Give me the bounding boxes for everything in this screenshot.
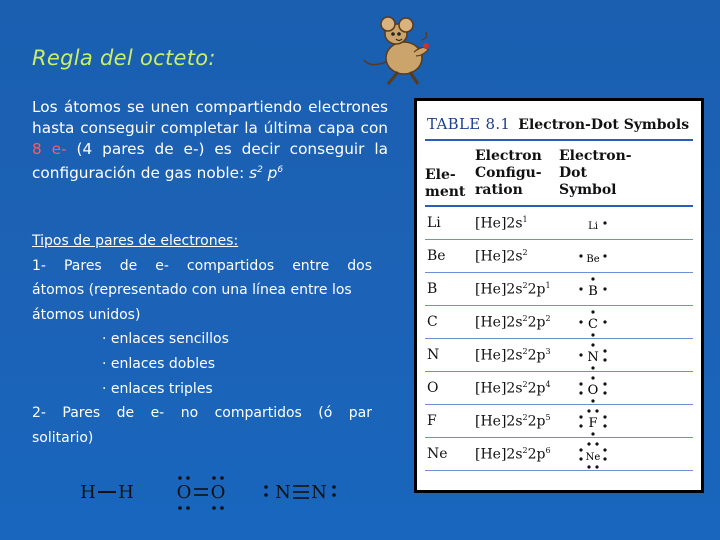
electron-dot <box>603 221 606 224</box>
lone-pair-dot <box>264 485 268 489</box>
pairs-item-2: 2- Pares de e- no compartidos (ó par <box>32 405 372 422</box>
electron-dot <box>603 320 606 323</box>
row-configuration: $[He]2s^22p^4$ <box>475 380 551 397</box>
table-row <box>425 374 693 405</box>
electron-dot <box>603 457 606 460</box>
electron-dot <box>603 391 606 394</box>
row-electron-dot-symbol <box>573 209 613 239</box>
table-row <box>425 440 693 471</box>
header-element: Ele- ment <box>425 167 466 200</box>
dot-symbol-letter: Li <box>588 221 598 232</box>
row-electron-dot-symbol <box>573 341 613 371</box>
dot-symbol-letter: B <box>588 284 598 299</box>
table-row <box>425 242 693 273</box>
electron-dot <box>591 399 594 402</box>
electron-dot <box>579 320 582 323</box>
row-configuration: $[He]2s^22p^2$ <box>475 314 551 331</box>
electron-dot <box>587 409 590 412</box>
table-row <box>425 407 693 438</box>
row-element: B <box>427 281 438 297</box>
electron-dot <box>579 287 582 290</box>
table-header-rule <box>425 205 693 207</box>
electron-pair-types <box>32 229 372 450</box>
noble-gas-formula: $s^2$ $p^6$ <box>249 164 284 183</box>
bond-bullet-triple: · enlaces triples <box>102 380 213 397</box>
row-configuration: $[He]2s^22p^1$ <box>475 281 551 298</box>
row-element: C <box>427 314 438 330</box>
bond-examples <box>76 474 356 514</box>
lone-pair-dot <box>332 493 336 497</box>
row-configuration: $[He]2s^1$ <box>475 215 528 232</box>
row-electron-dot-symbol <box>573 407 613 437</box>
intro-part2: (4 pares de e-) es decir conseguir la configuración de gas noble: <box>32 140 388 183</box>
electron-dot <box>591 376 594 379</box>
electron-dot <box>591 277 594 280</box>
electron-dot-table-image <box>414 98 704 493</box>
dot-symbol-letter: F <box>588 416 598 431</box>
row-electron-dot-symbol <box>573 242 613 272</box>
lone-pair-dot <box>178 506 182 510</box>
lone-pair-dot <box>178 476 182 480</box>
atom-h-right: H <box>118 482 134 503</box>
electron-dot <box>579 448 582 451</box>
header-config: Electron Configu- ration <box>475 148 542 198</box>
electron-dot <box>603 424 606 427</box>
electron-dot <box>603 415 606 418</box>
row-element: Li <box>427 215 441 231</box>
row-element: Ne <box>427 446 448 462</box>
table-row <box>425 275 693 306</box>
electron-dot <box>579 391 582 394</box>
electron-dot <box>591 333 594 336</box>
row-configuration: $[He]2s^22p^3$ <box>475 347 551 364</box>
table-label: TABLE 8.1 <box>427 115 511 133</box>
electron-dot <box>579 382 582 385</box>
table-title <box>427 115 689 133</box>
row-electron-dot-symbol <box>573 308 613 338</box>
atom-h-left: H <box>80 482 96 503</box>
atom-n-left: N <box>275 482 291 503</box>
row-configuration: $[He]2s^22p^5$ <box>475 413 551 430</box>
lone-pair-dot <box>212 476 216 480</box>
header-symbol: Electron- Dot Symbol <box>559 148 632 198</box>
electron-dot <box>579 254 582 257</box>
atom-o-left: O <box>176 482 192 503</box>
electron-dot <box>587 442 590 445</box>
electron-dot <box>595 442 598 445</box>
slide-title: Regla del octeto: <box>32 46 216 70</box>
row-electron-dot-symbol <box>573 374 613 404</box>
intro-part1: Los átomos se unen compartiendo electrones hasta conseguir completar la última capa con <box>32 98 388 137</box>
intro-highlight: 8 e- <box>32 140 67 158</box>
atom-n-right: N <box>311 482 327 503</box>
electron-dot <box>603 349 606 352</box>
lone-pair-dot <box>186 506 190 510</box>
electron-dot <box>603 448 606 451</box>
electron-dot <box>591 432 594 435</box>
row-electron-dot-symbol <box>573 275 613 305</box>
pairs-item-1: 1- Pares de e- compartidos entre dos <box>32 257 372 274</box>
electron-dot <box>603 254 606 257</box>
dot-symbol-letter: N <box>587 350 599 365</box>
dot-symbol-letter: Ne <box>585 452 601 463</box>
electron-dot <box>603 287 606 290</box>
electron-dot <box>595 409 598 412</box>
table-row <box>425 308 693 339</box>
electron-dot <box>579 457 582 460</box>
electron-dot <box>591 343 594 346</box>
row-element: O <box>427 380 439 396</box>
row-element: F <box>427 413 437 429</box>
dot-symbol-letter: O <box>587 383 599 398</box>
bond-bullet-single: · enlaces sencillos <box>102 331 229 348</box>
electron-dot <box>595 465 598 468</box>
mouse-mascot-icon <box>352 12 440 92</box>
electron-dot <box>603 358 606 361</box>
pairs-item-2-continued: solitario) <box>32 429 94 446</box>
pairs-item-1-continued: átomos (representado con una línea entre los átomos unidos) <box>32 282 352 323</box>
lone-pair-dot <box>220 476 224 480</box>
row-electron-dot-symbol <box>573 440 613 470</box>
electron-dot <box>591 310 594 313</box>
row-configuration: $[He]2s^22p^6$ <box>475 446 551 463</box>
pairs-heading: Tipos de pares de electrones: <box>32 233 239 249</box>
lone-pair-dot <box>332 485 336 489</box>
electron-dot <box>603 382 606 385</box>
electron-dot <box>579 415 582 418</box>
table-row <box>425 341 693 372</box>
lone-pair-dot <box>264 493 268 497</box>
row-configuration: $[He]2s^2$ <box>475 248 528 265</box>
lone-pair-dot <box>220 506 224 510</box>
electron-dot <box>587 465 590 468</box>
electron-dot <box>579 353 582 356</box>
lone-pair-dot <box>212 506 216 510</box>
table-top-rule <box>425 139 693 141</box>
electron-dot <box>579 424 582 427</box>
table-row <box>425 209 693 240</box>
electron-dot <box>591 366 594 369</box>
dot-symbol-letter: C <box>588 317 598 332</box>
bond-bullet-double: · enlaces dobles <box>102 355 216 372</box>
atom-o-right: O <box>210 482 226 503</box>
row-element: Be <box>427 248 446 264</box>
table-name: Electron-Dot Symbols <box>518 117 690 133</box>
dot-symbol-letter: Be <box>586 254 600 265</box>
octet-rule-text <box>32 97 388 184</box>
row-element: N <box>427 347 440 363</box>
lone-pair-dot <box>186 476 190 480</box>
